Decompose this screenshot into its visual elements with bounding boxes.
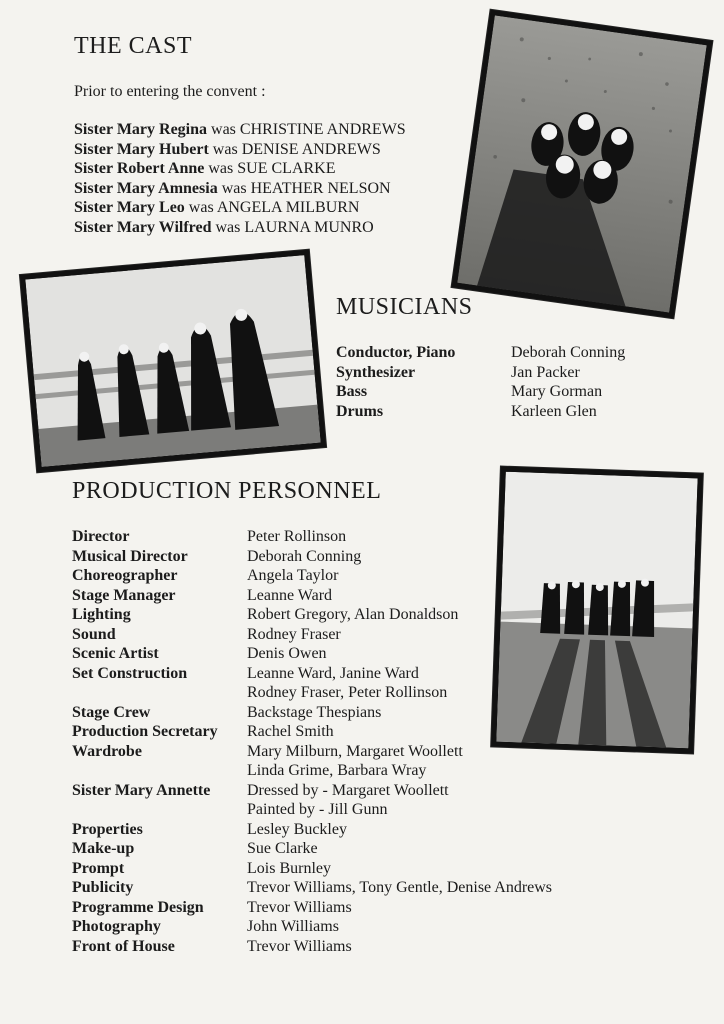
credit-name: Angela Taylor bbox=[247, 567, 339, 584]
cast-line bbox=[74, 218, 406, 238]
deck-photo-image bbox=[25, 255, 320, 467]
cast-intro: Prior to entering the convent : bbox=[74, 83, 266, 100]
credit-role: Conductor, Piano bbox=[336, 344, 456, 361]
photo-nuns-on-deck bbox=[20, 250, 326, 473]
credit-role: Properties bbox=[72, 820, 143, 838]
credit-row bbox=[72, 527, 552, 547]
credit-row bbox=[336, 363, 625, 383]
credit-name: Mary Milburn, Margaret Woollett bbox=[247, 742, 463, 760]
production-heading: PRODUCTION PERSONNEL bbox=[72, 478, 382, 504]
credit-row bbox=[72, 781, 552, 801]
credit-name: Rachel Smith bbox=[247, 723, 334, 740]
credit-name: Sue Clarke bbox=[247, 840, 318, 857]
cast-role: Sister Mary Leo bbox=[74, 199, 185, 216]
credit-role: Sound bbox=[72, 625, 116, 643]
credit-name: Trevor Williams bbox=[247, 937, 352, 955]
cast-role: Sister Robert Anne bbox=[74, 160, 205, 177]
credit-role bbox=[72, 761, 247, 781]
credit-row bbox=[72, 625, 552, 645]
cast-role: Sister Mary Amnesia bbox=[74, 179, 218, 197]
cast-joiner: was bbox=[215, 218, 241, 236]
cast-line bbox=[74, 140, 406, 160]
credit-name: Lois Burnley bbox=[247, 859, 331, 877]
credit-row bbox=[72, 839, 552, 859]
credit-role: Director bbox=[72, 528, 130, 545]
credit-name: Jan Packer bbox=[511, 363, 580, 381]
cast-joiner: was bbox=[188, 199, 214, 216]
credit-row bbox=[72, 917, 552, 937]
credit-row bbox=[72, 859, 552, 879]
credit-role: Programme Design bbox=[72, 898, 204, 916]
credit-role: Choreographer bbox=[72, 567, 178, 584]
cast-role: Sister Mary Regina bbox=[74, 121, 208, 138]
credit-row bbox=[336, 343, 625, 363]
credit-name: Rodney Fraser bbox=[247, 625, 341, 643]
credit-role bbox=[72, 683, 247, 703]
credit-role: Musical Director bbox=[72, 547, 188, 565]
credit-row bbox=[72, 566, 552, 586]
credit-name: Deborah Conning bbox=[511, 344, 626, 361]
credit-name: Trevor Williams bbox=[247, 898, 352, 916]
cast-role: Sister Mary Wilfred bbox=[74, 218, 212, 236]
credit-row bbox=[72, 898, 552, 918]
credit-row bbox=[72, 878, 552, 898]
cast-line bbox=[74, 198, 406, 218]
cast-line bbox=[74, 120, 406, 140]
credit-row bbox=[72, 761, 552, 781]
credit-row bbox=[72, 800, 552, 820]
credit-row bbox=[336, 382, 625, 402]
credit-role: Synthesizer bbox=[336, 363, 416, 381]
photo-nuns-on-beach bbox=[452, 10, 713, 318]
credit-row bbox=[72, 605, 552, 625]
credit-row bbox=[72, 547, 552, 567]
cast-list bbox=[74, 120, 406, 237]
cast-line bbox=[74, 159, 406, 179]
credit-row bbox=[72, 586, 552, 606]
credit-name: Trevor Williams, Tony Gentle, Denise Andrews bbox=[247, 879, 553, 896]
credit-role: Wardrobe bbox=[72, 742, 142, 760]
credit-role: Bass bbox=[336, 383, 368, 400]
credit-row bbox=[72, 703, 552, 723]
credit-row bbox=[336, 402, 625, 422]
credit-name: Rodney Fraser, Peter Rollinson bbox=[247, 684, 448, 701]
credit-row bbox=[72, 664, 552, 684]
credit-name: Leanne Ward bbox=[247, 586, 333, 604]
credit-name: Robert Gregory, Alan Donaldson bbox=[247, 606, 459, 623]
credit-role: Prompt bbox=[72, 859, 125, 877]
credit-role: Production Secretary bbox=[72, 723, 218, 740]
credit-role: Drums bbox=[336, 402, 384, 420]
credit-role: Publicity bbox=[72, 879, 134, 896]
credit-row bbox=[72, 937, 552, 957]
credit-name: Denis Owen bbox=[247, 645, 327, 662]
cast-joiner: was bbox=[212, 140, 238, 158]
credit-role: Set Construction bbox=[72, 664, 188, 682]
credit-row bbox=[72, 644, 552, 664]
cast-actor: SUE CLARKE bbox=[237, 160, 336, 177]
credit-name: John Williams bbox=[247, 918, 339, 935]
credit-name: Backstage Thespians bbox=[247, 703, 382, 721]
credit-name: Dressed by - Margaret Woollett bbox=[247, 781, 449, 799]
cast-role: Sister Mary Hubert bbox=[74, 140, 209, 158]
cast-joiner: was bbox=[221, 179, 247, 197]
credit-role: Stage Crew bbox=[72, 703, 151, 721]
credit-role: Photography bbox=[72, 918, 161, 935]
credit-role: Lighting bbox=[72, 606, 131, 623]
cast-actor: DENISE ANDREWS bbox=[241, 140, 381, 158]
credit-name: Lesley Buckley bbox=[247, 820, 347, 838]
credit-role: Make-up bbox=[72, 840, 135, 857]
musicians-list bbox=[336, 343, 625, 421]
credit-name: Leanne Ward, Janine Ward bbox=[247, 664, 419, 682]
cast-actor: HEATHER NELSON bbox=[250, 179, 391, 197]
cast-line bbox=[74, 179, 406, 199]
credit-row bbox=[72, 683, 552, 703]
credit-name: Linda Grime, Barbara Wray bbox=[247, 762, 427, 779]
credit-name: Peter Rollinson bbox=[247, 528, 347, 545]
credit-row bbox=[72, 722, 552, 742]
production-list bbox=[72, 527, 552, 956]
credit-role bbox=[72, 800, 247, 820]
credit-role: Scenic Artist bbox=[72, 645, 159, 662]
beach-photo-image bbox=[457, 15, 706, 312]
cast-joiner: was bbox=[208, 160, 234, 177]
cast-heading: THE CAST bbox=[74, 33, 192, 59]
credit-role: Sister Mary Annette bbox=[72, 781, 211, 799]
cast-actor: CHRISTINE ANDREWS bbox=[239, 121, 406, 138]
credit-name: Karleen Glen bbox=[511, 402, 597, 420]
credit-role: Front of House bbox=[72, 937, 175, 955]
credit-name: Mary Gorman bbox=[511, 383, 603, 400]
cast-joiner: was bbox=[211, 121, 236, 138]
credit-row bbox=[72, 820, 552, 840]
credit-row bbox=[72, 742, 552, 762]
credit-role: Stage Manager bbox=[72, 586, 176, 604]
cast-actor: LAURNA MUNRO bbox=[244, 218, 374, 236]
credit-name: Painted by - Jill Gunn bbox=[247, 801, 388, 818]
musicians-heading: MUSICIANS bbox=[336, 294, 473, 320]
credit-name: Deborah Conning bbox=[247, 547, 362, 565]
cast-actor: ANGELA MILBURN bbox=[216, 199, 360, 216]
